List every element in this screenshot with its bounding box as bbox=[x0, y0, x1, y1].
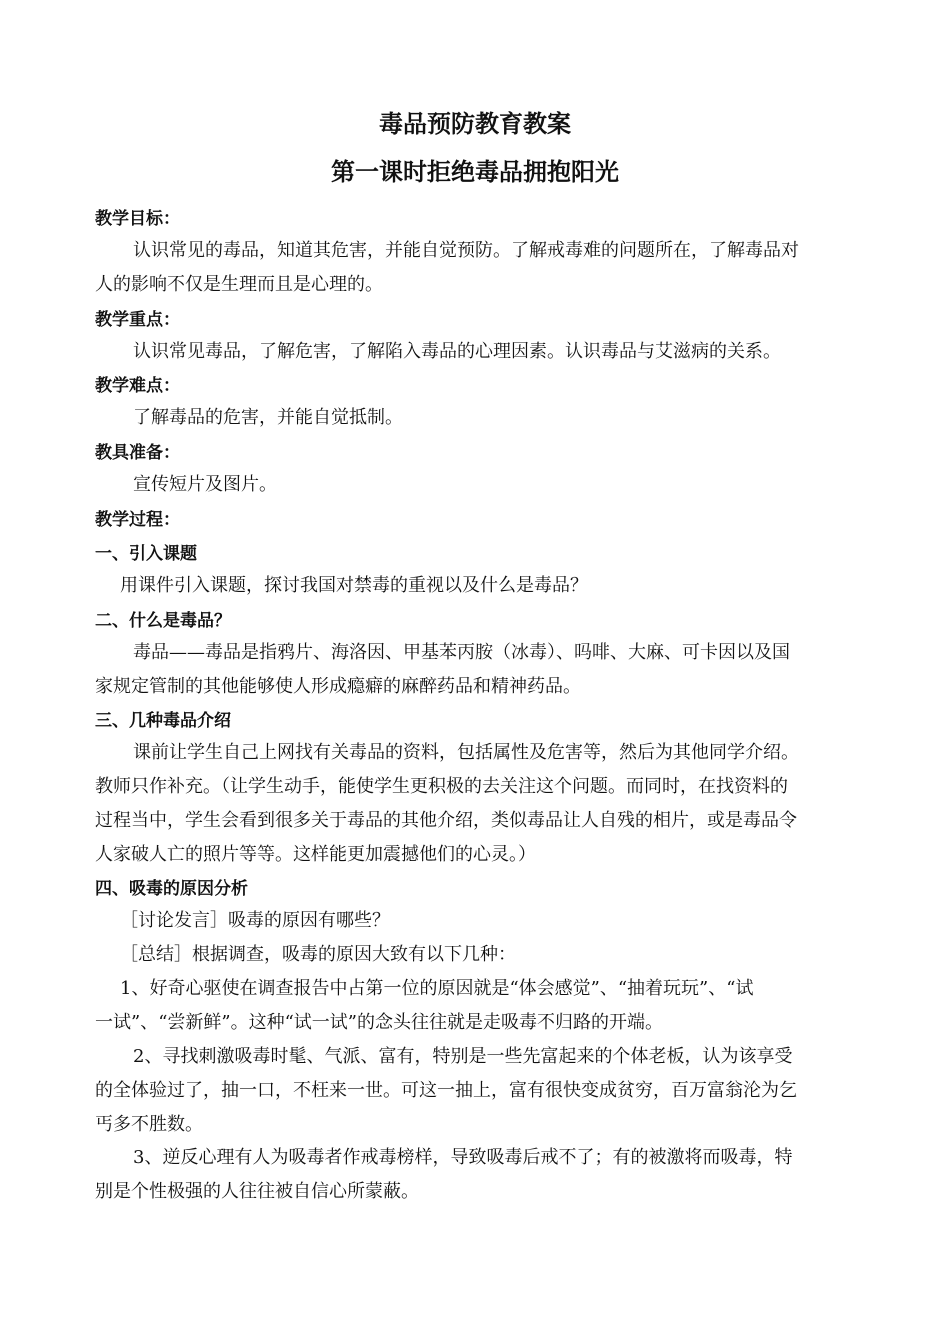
section-heading-part2: 二、什么是毒品？ bbox=[95, 611, 231, 631]
paragraph-line: 认识常见毒品，了解危害，了解陷入毒品的心理因素。认识毒品与艾滋病的关系。 bbox=[133, 341, 781, 362]
document-title: 毒品预防教育教案 bbox=[379, 110, 571, 138]
paragraph-line: 毒品——毒品是指鸦片、海洛因、甲基苯丙胺（冰毒）、吗啡、大麻、可卡因以及国 bbox=[133, 642, 790, 663]
paragraph-line: 宣传短片及图片。 bbox=[133, 474, 277, 495]
paragraph-line: 过程当中，学生会看到很多关于毒品的其他介绍，类似毒品让人自残的相片，或是毒品令 bbox=[95, 810, 797, 831]
paragraph-line: 别是个性极强的人往往被自信心所蒙蔽。 bbox=[95, 1181, 419, 1202]
document-subtitle: 第一课时拒绝毒品拥抱阳光 bbox=[331, 158, 619, 186]
paragraph-line: 人的影响不仅是生理而且是心理的。 bbox=[95, 274, 383, 295]
section-heading-part1: 一、引入课题 bbox=[95, 544, 197, 564]
section-heading-process: 教学过程： bbox=[95, 510, 180, 530]
section-heading-tools: 教具准备： bbox=[95, 443, 180, 463]
section-heading-part3: 三、几种毒品介绍 bbox=[95, 711, 231, 731]
section-heading-key: 教学重点： bbox=[95, 310, 180, 330]
section-heading-goal: 教学目标： bbox=[95, 209, 180, 229]
paragraph-line: 人家破人亡的照片等等。这样能更加震撼他们的心灵。） bbox=[95, 844, 536, 865]
paragraph-line: 用课件引入课题，探讨我国对禁毒的重视以及什么是毒品？ bbox=[120, 575, 588, 596]
paragraph-line: 3、逆反心理有人为吸毒者作戒毒榜样，导致吸毒后戒不了；有的被激将而吸毒，特 bbox=[133, 1147, 793, 1168]
paragraph-line: 课前让学生自己上网找有关毒品的资料，包括属性及危害等，然后为其他同学介绍。 bbox=[133, 742, 799, 763]
paragraph-line: 家规定管制的其他能够使人形成瘾癖的麻醉药品和精神药品。 bbox=[95, 676, 581, 697]
paragraph-line: 2、寻找刺激吸毒时髦、气派、富有，特别是一些先富起来的个体老板，认为该享受 bbox=[133, 1046, 793, 1067]
paragraph-line: 丐多不胜数。 bbox=[95, 1114, 203, 1135]
paragraph-line: 的全体验过了，抽一口，不枉来一世。可这一抽上，富有很快变成贫穷，百万富翁沦为乞 bbox=[95, 1080, 797, 1101]
paragraph-line: 一试”、“尝新鲜”。这种“试一试”的念头往往就是走吸毒不归路的开端。 bbox=[95, 1012, 664, 1033]
paragraph-line: 教师只作补充。（让学生动手，能使学生更积极的去关注这个问题。而同时，在找资料的 bbox=[95, 776, 788, 797]
paragraph-line: 认识常见的毒品，知道其危害，并能自觉预防。了解戒毒难的问题所在，了解毒品对 bbox=[133, 240, 799, 261]
paragraph-line: 了解毒品的危害，并能自觉抵制。 bbox=[133, 407, 403, 428]
paragraph-line: ［讨论发言］吸毒的原因有哪些？ bbox=[120, 910, 390, 931]
section-heading-difficulty: 教学难点： bbox=[95, 376, 180, 396]
paragraph-line: ［总结］根据调查，吸毒的原因大致有以下几种： bbox=[120, 944, 516, 965]
paragraph-line: 1、好奇心驱使在调查报告中占第一位的原因就是“体会感觉”、“抽着玩玩”、“试 bbox=[120, 978, 754, 999]
section-heading-part4: 四、吸毒的原因分析 bbox=[95, 879, 248, 899]
